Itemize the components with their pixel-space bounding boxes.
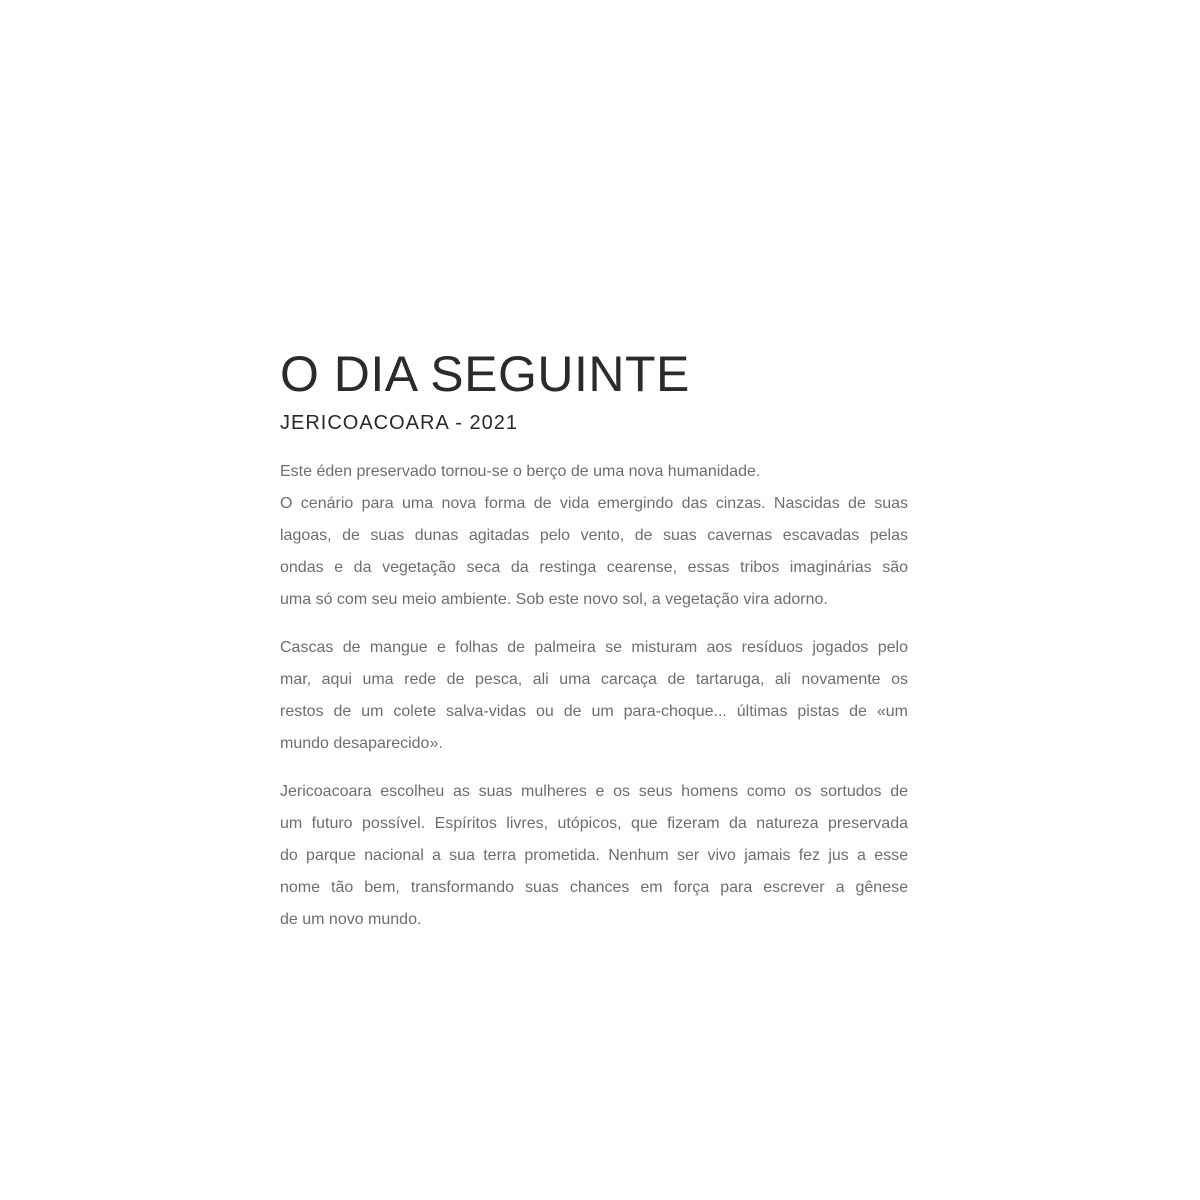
paragraph-line: ondas e da vegetação seca da restinga cearense, essas tribos imaginárias são xyxy=(280,559,908,576)
paragraph-line: lagoas, de suas dunas agitadas pelo vento, de suas cavernas escavadas pelas xyxy=(280,527,908,544)
paragraph-line: um futuro possível. Espíritos livres, utópicos, que fizeram da natureza preservada xyxy=(280,815,908,832)
article xyxy=(280,346,908,952)
paragraph-2 xyxy=(280,632,908,760)
paragraph-line: Cascas de mangue e folhas de palmeira se misturam aos resíduos jogados pelo xyxy=(280,639,908,656)
body-text xyxy=(280,456,908,936)
paragraph-line: Este éden preservado tornou-se o berço de uma nova humanidade. xyxy=(280,463,761,480)
paragraph-1 xyxy=(280,456,908,616)
page-title: O DIA SEGUINTE xyxy=(280,346,690,402)
paragraph-line: nome tão bem, transformando suas chances em força para escrever a gênese xyxy=(280,879,908,896)
paragraph-line: de um novo mundo. xyxy=(280,911,422,928)
paragraph-line: mar, aqui uma rede de pesca, ali uma carcaça de tartaruga, ali novamente os xyxy=(280,671,908,688)
paragraph-line: mundo desaparecido». xyxy=(280,735,443,752)
page-subtitle: JERICOACOARA - 2021 xyxy=(280,412,518,434)
paragraph-line: restos de um colete salva-vidas ou de um para-choque... últimas pistas de «um xyxy=(280,703,908,720)
paragraph-line: uma só com seu meio ambiente. Sob este novo sol, a vegetação vira adorno. xyxy=(280,591,828,608)
paragraph-line: do parque nacional a sua terra prometida. Nenhum ser vivo jamais fez jus a esse xyxy=(280,847,908,864)
paragraph-line: Jericoacoara escolheu as suas mulheres e os seus homens como os sortudos de xyxy=(280,783,908,800)
paragraph-line: O cenário para uma nova forma de vida emergindo das cinzas. Nascidas de suas xyxy=(280,495,908,512)
paragraph-3 xyxy=(280,776,908,936)
